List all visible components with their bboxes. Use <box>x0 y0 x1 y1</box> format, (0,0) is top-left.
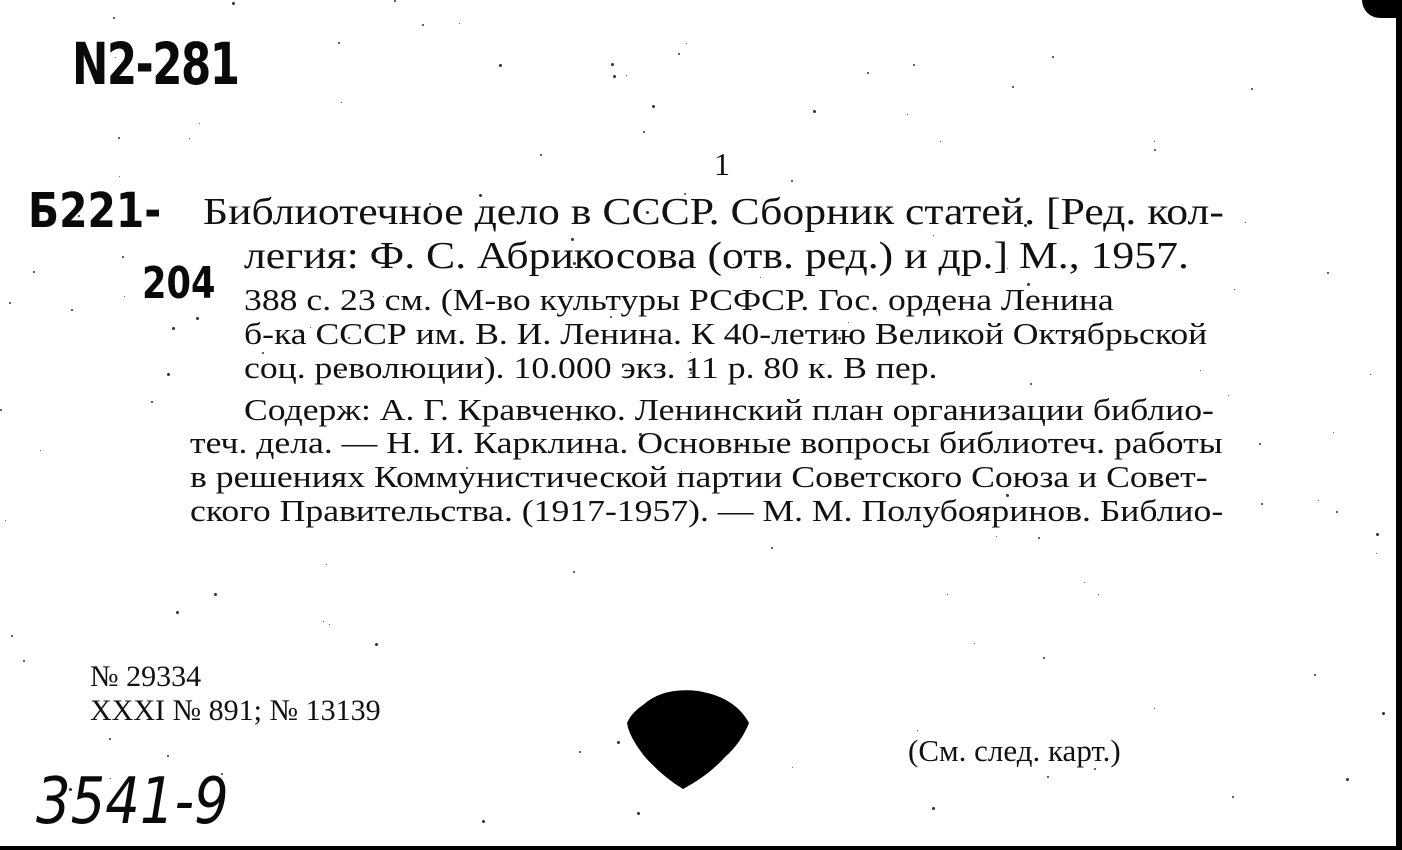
scan-speck <box>1333 432 1334 433</box>
scan-speck <box>1043 657 1045 659</box>
scan-speck <box>167 755 169 757</box>
scan-speck <box>1232 796 1234 798</box>
scan-speck <box>326 564 327 565</box>
scan-speck <box>1346 778 1349 781</box>
scan-speck <box>1314 674 1316 676</box>
entry-line-2: легия: Ф. С. Абрикосова (отв. ред.) и др.] М., 1957. <box>244 235 1189 277</box>
scan-speck <box>1012 86 1014 88</box>
scan-speck <box>113 17 115 19</box>
scan-speck <box>499 64 502 67</box>
scan-speck <box>118 137 120 139</box>
scan-speck <box>482 820 485 823</box>
scan-speck <box>907 114 908 115</box>
scan-speck <box>932 807 935 810</box>
scan-speck <box>791 180 793 182</box>
scan-speck <box>394 0 396 2</box>
scan-speck <box>867 72 869 74</box>
inventory-numbers-2: XXXI № 891; № 13139 <box>90 694 381 727</box>
scan-edge-bottom <box>0 846 1402 850</box>
scan-speck <box>232 2 235 5</box>
scan-speck <box>124 296 125 297</box>
scan-speck <box>1154 149 1156 151</box>
scan-speck <box>167 373 170 376</box>
scan-speck <box>196 317 199 320</box>
scan-speck <box>1336 511 1338 513</box>
scan-speck <box>40 450 41 451</box>
handwritten-number-bottom: 3541-9 <box>36 765 229 839</box>
scan-speck <box>1030 383 1032 385</box>
scan-speck <box>1245 222 1246 223</box>
scan-speck <box>0 409 2 411</box>
scan-speck <box>422 24 424 26</box>
scan-speck <box>172 327 175 330</box>
scan-speck <box>189 138 190 139</box>
scan-speck <box>1382 712 1385 715</box>
scan-speck <box>199 123 200 124</box>
scan-speck <box>1318 500 1319 501</box>
scan-speck <box>974 643 975 644</box>
contents-line-3: в решениях Коммунистической партии Советского Союза и Совет- <box>190 459 1208 494</box>
scan-speck <box>1052 56 1054 58</box>
entry-line-1: Библиотечное дело в СССР. Сборник статей. [Ред. кол- <box>203 191 1224 233</box>
scan-speck <box>329 624 330 625</box>
scan-speck <box>996 536 997 537</box>
scan-speck <box>23 660 25 662</box>
scan-speck <box>11 635 13 637</box>
scan-speck <box>579 751 581 753</box>
scan-speck <box>1376 553 1377 554</box>
scan-speck <box>913 64 915 66</box>
scan-speck <box>1259 443 1261 445</box>
scan-speck <box>341 102 342 103</box>
scan-speck <box>917 730 918 731</box>
scan-speck <box>1098 594 1099 595</box>
entry-line-3: 388 с. 23 см. (М-во культуры РСФСР. Гос. ордена Ленина <box>244 282 1114 317</box>
scan-speck <box>5 520 6 521</box>
scan-speck <box>375 643 378 646</box>
scan-edge-corner <box>1362 0 1402 18</box>
scan-speck <box>1047 776 1049 778</box>
scan-speck <box>33 271 35 273</box>
scan-speck <box>1327 272 1329 274</box>
scan-speck <box>9 302 11 304</box>
scan-speck <box>1261 503 1263 505</box>
scan-speck <box>1376 533 1379 536</box>
scan-speck <box>1084 582 1085 583</box>
handwritten-shelfmark-left: Б221- <box>28 183 162 239</box>
scan-speck <box>214 593 217 596</box>
entry-line-4: б-ка СССР им. В. И. Ленина. К 40-летию Великой Октябрьской <box>244 316 1208 351</box>
contents-line-2: теч. дела. — Н. И. Карклина. Основные вопросы библиотеч. работы <box>190 425 1223 460</box>
scan-speck <box>459 23 460 24</box>
punch-hole <box>623 685 753 795</box>
scan-speck <box>940 141 941 142</box>
scan-speck <box>626 75 627 76</box>
scan-speck <box>652 105 655 108</box>
scan-speck <box>813 110 816 113</box>
scan-speck <box>637 812 640 815</box>
scan-speck <box>119 176 120 177</box>
inventory-number: № 29334 <box>90 660 202 693</box>
scan-speck <box>617 741 620 744</box>
scan-speck <box>686 43 687 44</box>
handwritten-shelfmark-left-2: 204 <box>142 258 216 309</box>
scan-edge-right <box>1396 0 1402 850</box>
handwritten-shelfmark-top: N2-281 <box>72 30 239 98</box>
scan-speck <box>792 767 793 768</box>
scan-speck <box>71 309 73 311</box>
scan-speck <box>1154 708 1155 709</box>
scan-speck <box>338 42 340 44</box>
contents-line-4: ского Правительства. (1917-1957). — М. М. Полубояринов. Библио- <box>190 493 1224 528</box>
scan-speck <box>611 63 614 66</box>
scan-speck <box>1038 537 1040 539</box>
scan-speck <box>151 401 153 403</box>
entry-line-5: соц. революции). 10.000 экз. 11 р. 80 к. В пер. <box>244 350 938 385</box>
scan-speck <box>540 154 542 156</box>
contents-line-1: Содерж: А. Г. Кравченко. Ленинский план организации библио- <box>244 392 1214 427</box>
scan-speck <box>643 131 645 133</box>
scan-speck <box>573 571 575 573</box>
see-next-card: (См. след. карт.) <box>908 733 1121 768</box>
scan-speck <box>1370 374 1371 375</box>
scan-speck <box>176 611 179 614</box>
scan-speck <box>1234 289 1235 290</box>
scan-speck <box>771 547 773 549</box>
card-number: 1 <box>714 146 730 182</box>
scan-speck <box>323 621 324 622</box>
scan-speck <box>1154 141 1155 142</box>
scan-speck <box>1251 88 1253 90</box>
scan-speck <box>678 53 680 55</box>
scan-speck <box>1228 395 1229 396</box>
scan-speck <box>613 75 616 78</box>
scan-speck <box>1200 370 1201 371</box>
scan-speck <box>947 594 948 595</box>
scan-speck <box>122 256 124 258</box>
scan-speck <box>109 738 111 740</box>
